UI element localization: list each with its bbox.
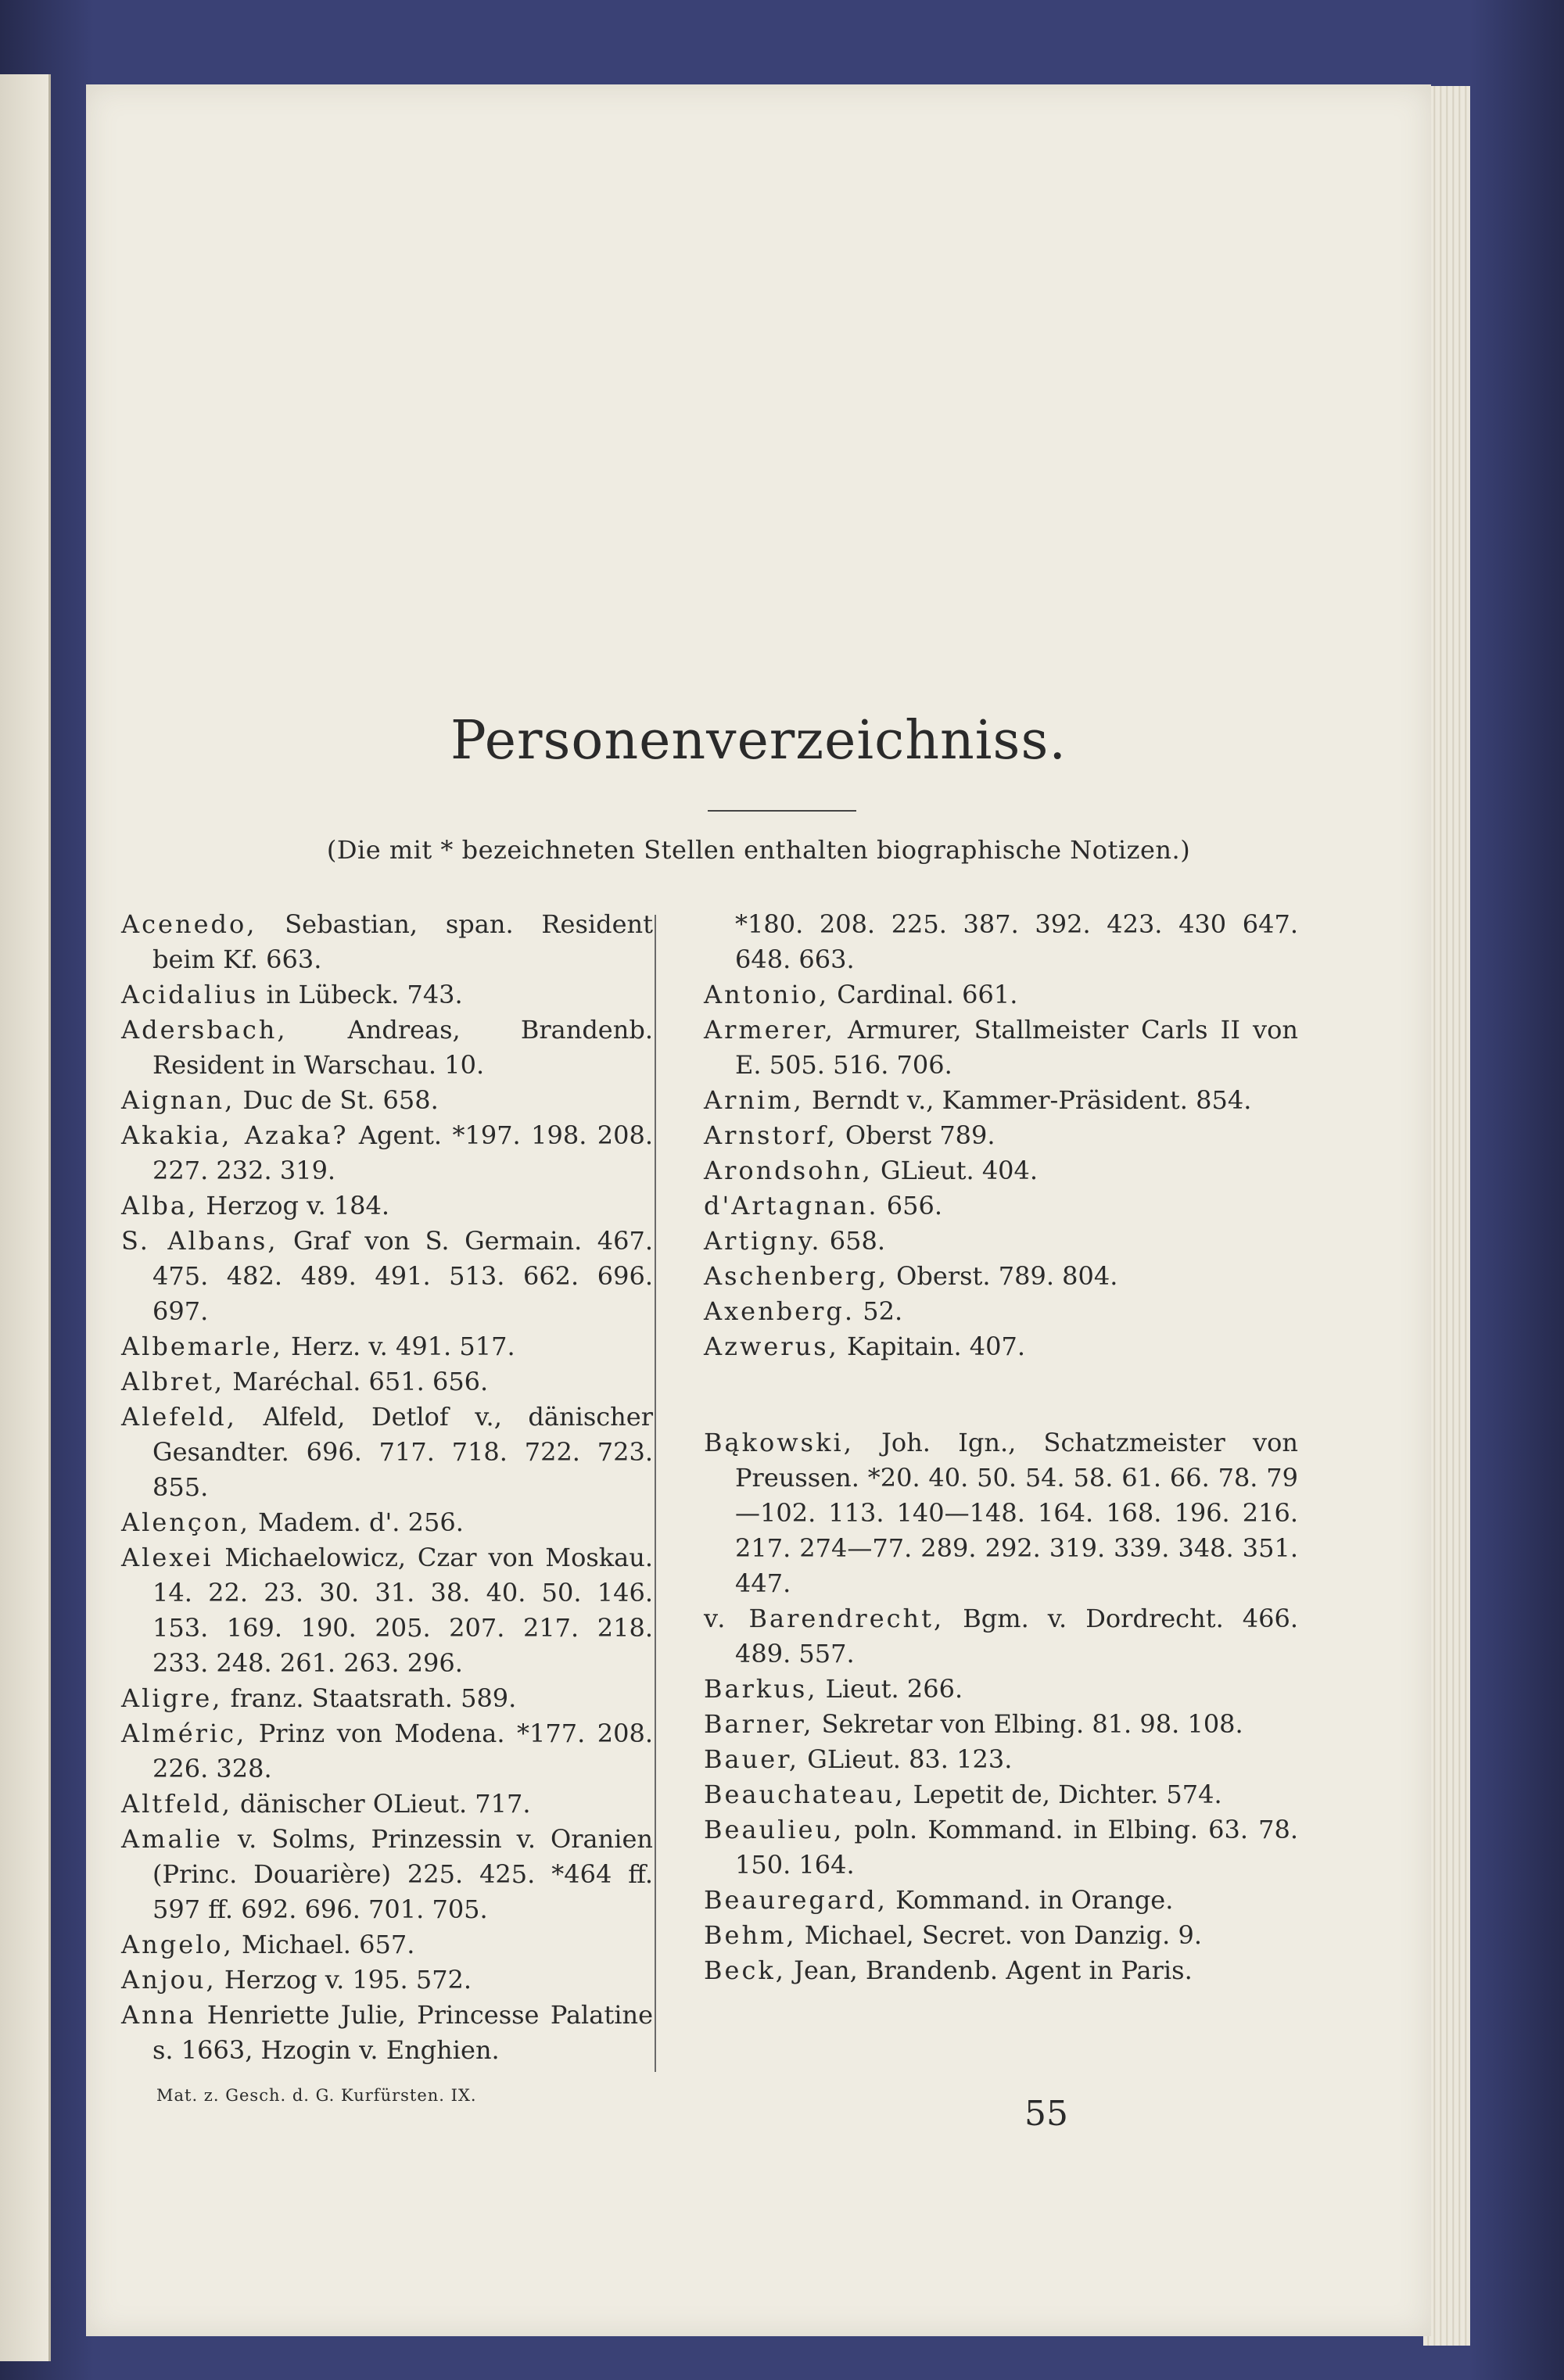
index-entry xyxy=(704,1812,1298,1883)
index-entry xyxy=(121,1083,653,1118)
entry-name: Azwerus, xyxy=(704,1332,839,1361)
index-entry xyxy=(121,1364,653,1400)
index-entry xyxy=(704,1083,1298,1118)
index-entry xyxy=(704,1013,1298,1083)
index-entry xyxy=(704,1188,1298,1224)
column-divider xyxy=(655,915,656,2072)
entry-text: Herzog v. 184. xyxy=(198,1191,390,1220)
entry-text: Herz. v. 491. 517. xyxy=(282,1332,515,1361)
entry-text: Michael, Secret. von Danzig. 9. xyxy=(796,1920,1203,1950)
entry-name: Artigny. xyxy=(704,1226,822,1256)
entry-name: Anna xyxy=(121,2000,196,2030)
index-entry xyxy=(121,1188,653,1224)
entry-text: Michael. 657. xyxy=(233,1930,415,1959)
entry-name: Alba, xyxy=(121,1191,199,1220)
entry-text: Oberst. 789. 804. xyxy=(888,1261,1118,1291)
index-entry xyxy=(704,1294,1298,1329)
entry-name: Alexei xyxy=(121,1543,213,1572)
index-entry xyxy=(121,1927,653,1962)
index-entry xyxy=(704,1883,1298,1918)
index-entry xyxy=(121,1822,653,1927)
index-entry xyxy=(704,1259,1298,1294)
entry-name: Bąkowski, xyxy=(704,1428,854,1457)
entry-name: Acidalius xyxy=(121,980,259,1009)
entry-name: Axenberg. xyxy=(704,1296,856,1326)
index-entry xyxy=(121,1681,653,1716)
entry-text: Cardinal. 661. xyxy=(829,980,1018,1009)
index-entry xyxy=(704,1672,1298,1707)
entry-name: v. Barendrecht, xyxy=(704,1604,945,1633)
entry-text: v. Solms, Prinzessin v. Oranien (Princ. Douarière) 225. 425. *464 ff. 597 ff. 692. 696. 701. 705. xyxy=(152,1824,653,1924)
entry-name: Behm, xyxy=(704,1920,797,1950)
entry-text: Jean, Brandenb. Agent in Paris. xyxy=(785,1955,1193,1985)
entry-text: Prinz von Modena. *177. 208. 226. 328. xyxy=(152,1719,653,1783)
entry-text: GLieut. 83. 123. xyxy=(799,1744,1013,1774)
entry-text: Kommand. in Orange. xyxy=(887,1885,1174,1915)
entry-text: Oberst 789. xyxy=(837,1120,995,1150)
entry-text: GLieut. 404. xyxy=(872,1156,1038,1185)
entry-name: Barkus, xyxy=(704,1674,818,1704)
index-entry xyxy=(121,1998,653,2068)
entry-name: Anjou, xyxy=(121,1965,217,1995)
index-entry xyxy=(121,1962,653,1998)
index-entry xyxy=(704,1118,1298,1153)
entry-text: Andreas, Brandenb. Resident in Warschau. 10. xyxy=(152,1015,653,1080)
entry-text: Henriette Julie, Princesse Palatine s. 1663, Hzogin v. Enghien. xyxy=(152,2000,653,2065)
entry-name: Angelo, xyxy=(121,1930,234,1959)
entry-name: d'Artagnan. xyxy=(704,1191,879,1220)
entry-name: Akakia, Azaka? xyxy=(121,1120,349,1150)
entry-name: Acenedo, xyxy=(121,909,257,939)
entry-name: Arondsohn, xyxy=(704,1156,873,1185)
title-rule xyxy=(708,810,856,812)
index-entry xyxy=(704,907,1298,977)
entry-name: Albemarle, xyxy=(121,1332,283,1361)
entry-text: Agent. *197. 198. 208. 227. 232. 319. xyxy=(152,1120,653,1185)
entry-name: Alençon, xyxy=(121,1507,250,1537)
entry-name: Aligre, xyxy=(121,1683,223,1713)
entry-name: Alefeld, xyxy=(121,1402,237,1432)
entry-name: Aschenberg, xyxy=(704,1261,888,1291)
entry-name: Albret, xyxy=(121,1367,225,1396)
page-subtitle: (Die mit * bezeichneten Stellen enthalten biographische Notizen.) xyxy=(326,835,1191,865)
entry-text: Madem. d'. 256. xyxy=(249,1507,464,1537)
entry-text: Bgm. v. Dordrecht. 466. 489. 557. xyxy=(735,1604,1299,1669)
index-entry xyxy=(121,1716,653,1787)
entry-name: Alméric, xyxy=(121,1719,247,1748)
index-column-right xyxy=(704,907,1298,1988)
entry-text: in Lübeck. 743. xyxy=(258,980,463,1009)
entry-text: Alfeld, Detlof v., dänischer Gesandter. 696. 717. 718. 722. 723. 855. xyxy=(152,1402,653,1502)
book-page xyxy=(86,84,1431,2336)
entry-text: Herzog v. 195. 572. xyxy=(216,1965,472,1995)
entry-text: Sebastian, span. Resident beim Kf. 663. xyxy=(152,909,653,974)
entry-name: Beauchateau, xyxy=(704,1780,906,1809)
left-page-edge xyxy=(0,74,51,2361)
entry-name: Barner, xyxy=(704,1709,814,1739)
index-entry xyxy=(704,1777,1298,1812)
section-gap xyxy=(704,1364,1298,1425)
index-entry xyxy=(121,1224,653,1329)
page-title: Personenverzeichniss. xyxy=(450,710,1067,772)
index-entry xyxy=(704,1601,1298,1672)
index-entry xyxy=(704,1707,1298,1742)
entry-text: 52. xyxy=(855,1296,903,1326)
entry-text: Joh. Ign., Schatzmeister von Preussen. *20. 40. 50. 54. 58. 61. 66. 78. 79—102. 113. 140—148. 164. 168. 196. 216. 217. 274—77. 289. 292. 319. 339. 348. 351. 447. xyxy=(735,1428,1298,1598)
index-entry xyxy=(121,1118,653,1188)
entry-text: Lepetit de, Dichter. 574. xyxy=(905,1780,1222,1809)
index-entry xyxy=(704,1153,1298,1188)
entry-text: Armurer, Stallmeister Carls II von E. 505. 516. 706. xyxy=(735,1015,1298,1080)
entry-text: Graf von S. Germain. 467. 475. 482. 489. 491. 513. 662. 696. 697. xyxy=(152,1226,654,1326)
entry-text: Kapitain. 407. xyxy=(838,1332,1026,1361)
index-entry xyxy=(704,1329,1298,1364)
index-entry xyxy=(704,977,1298,1013)
entry-text: Sekretar von Elbing. 81. 98. 108. xyxy=(813,1709,1243,1739)
entry-name: Antonio, xyxy=(704,980,830,1009)
index-entry xyxy=(121,1540,653,1681)
index-entry xyxy=(121,1505,653,1540)
index-entry xyxy=(704,1918,1298,1953)
entry-name: Adersbach, xyxy=(121,1015,288,1045)
entry-text: franz. Staatsrath. 589. xyxy=(222,1683,517,1713)
index-column-left xyxy=(121,907,653,2068)
entry-name: Beauregard, xyxy=(704,1885,888,1915)
entry-text: dänischer OLieut. 717. xyxy=(231,1789,531,1819)
index-entry xyxy=(704,1742,1298,1777)
entry-name: Arnim, xyxy=(704,1085,804,1115)
entry-name: Bauer, xyxy=(704,1744,800,1774)
entry-name: Beck, xyxy=(704,1955,786,1985)
entry-name: Arnstorf, xyxy=(704,1120,838,1150)
index-entry xyxy=(121,1329,653,1364)
entry-text: Maréchal. 651. 656. xyxy=(224,1367,489,1396)
entry-text: Berndt v., Kammer-Präsident. 854. xyxy=(803,1085,1252,1115)
entry-name: Amalie xyxy=(121,1824,223,1854)
entry-name: S. Albans, xyxy=(121,1226,278,1256)
index-entry xyxy=(704,1425,1298,1601)
index-entry xyxy=(121,977,653,1013)
entry-name: Altfeld, xyxy=(121,1789,232,1819)
index-entry xyxy=(704,1953,1298,1988)
entry-text: 656. xyxy=(878,1191,942,1220)
index-entry xyxy=(121,1400,653,1505)
entry-text: poln. Kommand. in Elbing. 63. 78. 150. 164. xyxy=(735,1815,1298,1880)
entry-text: Duc de St. 658. xyxy=(235,1085,439,1115)
entry-text: Michaelowicz, Czar von Moskau. 14. 22. 23. 30. 31. 38. 40. 50. 146. 153. 169. 190. 205. 207. 217. 218. 233. 248. 261. 263. 296. xyxy=(152,1543,653,1678)
entry-name: Beaulieu, xyxy=(704,1815,845,1844)
index-entry xyxy=(121,907,653,977)
page-number: 55 xyxy=(1024,2094,1068,2134)
index-entry xyxy=(121,1787,653,1822)
entry-name: Aignan, xyxy=(121,1085,235,1115)
entry-text: *180. 208. 225. 387. 392. 423. 430 647. 648. 663. xyxy=(735,909,1298,974)
entry-text: Lieut. 266. xyxy=(817,1674,963,1704)
entry-text: 658. xyxy=(821,1226,886,1256)
entry-name: Armerer, xyxy=(704,1015,835,1045)
page-footer: Mat. z. Gesch. d. G. Kurfürsten. IX. xyxy=(156,2086,477,2105)
index-entry xyxy=(121,1013,653,1083)
index-entry xyxy=(704,1224,1298,1259)
